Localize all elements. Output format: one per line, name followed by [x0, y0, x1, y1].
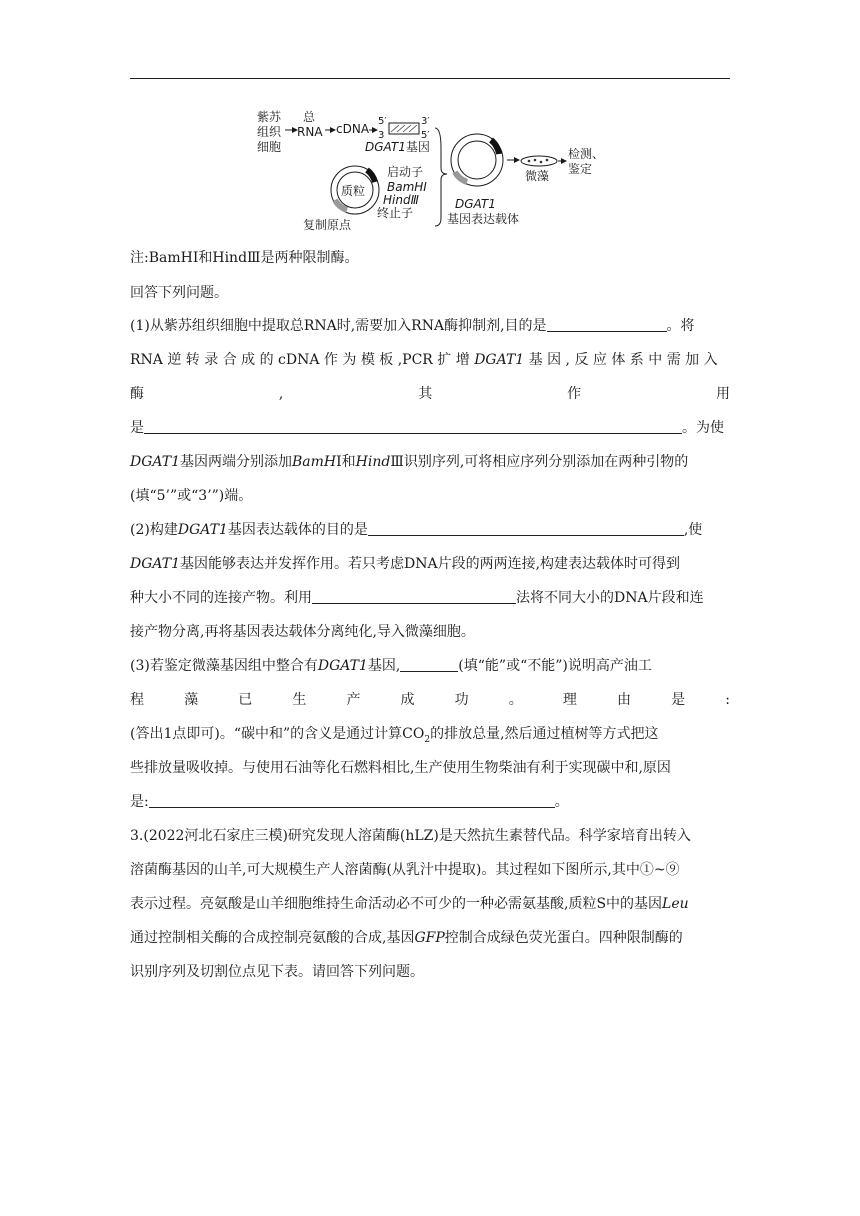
q1-l5-a: 基因两端分别添加: [180, 454, 292, 470]
q3-l2-w1: 藻: [184, 692, 199, 708]
q1-l5-hind: Hind: [355, 454, 391, 470]
gene-suffix: 基因: [405, 140, 430, 154]
q2-l1-a: (2)构建: [130, 522, 178, 538]
q1-blank-function[interactable]: [144, 419, 682, 434]
q1-l5-b: Ⅰ和: [336, 454, 356, 470]
note: 注:BamHⅠ和HindⅢ是两种限制酶。: [130, 250, 359, 266]
q2-l1-b: 基因表达载体的目的是: [227, 522, 368, 538]
q2-blank-purpose[interactable]: [368, 521, 684, 536]
q3-line5: [130, 792, 730, 812]
q3-l1-a: (3)若鉴定微藻基因组中整合有: [130, 658, 318, 674]
q3-line1: [130, 656, 730, 676]
cdna-label: cDNA: [336, 122, 370, 136]
q1-l4-b: 。为使: [682, 420, 724, 436]
q3-l3-a: (答出1点即可)。“碳中和”的含义是通过计算CO: [130, 726, 425, 742]
algae-label: 微藻: [525, 169, 550, 183]
p3-line3: [130, 894, 730, 914]
q3-l3-sub: 2: [424, 734, 431, 745]
total-label: 总: [303, 110, 316, 124]
q2-l1-c: ,使: [683, 522, 703, 538]
origin-label: 复制原点: [303, 218, 352, 232]
p3-l4-gfp: GFP: [414, 930, 445, 946]
q3-l5-a: 是:: [130, 794, 149, 810]
q1-line3: [130, 384, 730, 404]
q3-l2-w5: 成: [400, 692, 415, 708]
q3-l2-w4: 产: [346, 692, 361, 708]
q2-blank-method[interactable]: [312, 589, 516, 604]
q3-l3-b: 的排放总量,然后通过植树等方式把这: [430, 726, 659, 742]
promoter-label: 启动子: [387, 165, 424, 179]
rna-label: RNA: [297, 125, 323, 139]
q3-blank-can[interactable]: [400, 657, 458, 672]
p3-l3-text: 表示过程。亮氨酸是山羊细胞维持生命活动必不可少的一种必需氨基酸,质粒S中的基因: [130, 896, 663, 912]
q1-l3-w0: 酶: [130, 386, 144, 402]
strand-bottom-left: 3: [378, 130, 385, 141]
p3-line1: 3.(2022河北石家庄三模)研究发现人溶菌酶(hLZ)是天然抗生素替代品。科学家培育出转入: [130, 828, 691, 844]
q2-l2-a: 基因能够表达并发挥作用。若只考虑DNA片段的两两连接,构建表达载体时可得到: [180, 556, 681, 572]
algae-cells: [521, 156, 557, 166]
detect-label-line2: 鉴定: [568, 162, 593, 176]
q3-l5-b: 。: [554, 794, 569, 810]
q1-line4: [130, 418, 730, 438]
q1-blank-purpose[interactable]: [547, 317, 667, 332]
q1-l2-b: 基 因 , 反 应 体 系 中 需 加 入: [524, 352, 718, 368]
plasmid-label: 质粒: [341, 184, 366, 198]
p3-line4: [130, 928, 730, 948]
q1-text-a: (1)从紫苏组织细胞中提取总RNA时,需要加入RNA酶抑制剂,目的是: [130, 318, 547, 334]
q2-line3: [130, 588, 730, 608]
q1-l3-w2: 其: [418, 386, 433, 402]
gene-fragment: [389, 123, 419, 134]
q2-l1-gene: DGAT1: [177, 522, 228, 538]
vector-label: 基因表达载体: [447, 212, 520, 226]
p3-l3-leu: Leu: [662, 896, 689, 912]
q2-line1: [130, 520, 730, 540]
q3-l2-w6: 功: [454, 692, 469, 708]
q3-l2-w11: :: [725, 692, 730, 708]
terminator-label: 终止子: [377, 206, 414, 220]
q3-l1-c: (填“能”或“不能”)说明高产油工: [458, 658, 652, 674]
gene-name: DGAT1: [365, 140, 406, 154]
cell-label-line3: 细胞: [257, 140, 282, 154]
q1-l4-a: 是: [130, 420, 144, 436]
q1-l5-c: Ⅲ识别序列,可将相应序列分别添加在两种引物的: [390, 454, 689, 470]
q1-line5: [130, 452, 730, 472]
q3-line4: 些排放量吸收掉。与使用石油等化石燃料相比,生产使用生物柴油有利于实现碳中和,原因: [130, 760, 671, 776]
p3-l4-a: 通过控制相关酶的合成控制亮氨酸的合成,基因: [130, 930, 415, 946]
q3-l2-w3: 生: [292, 692, 307, 708]
q3-l2-w7: 。: [508, 692, 523, 708]
q2-line2: [130, 554, 730, 574]
q2-l3-b: 法将不同大小的DNA片段和连: [516, 590, 704, 606]
q1-l2-gene: DGAT1: [474, 352, 525, 368]
q1-l3-w4: 用: [715, 386, 730, 402]
q1-text-b: 。将: [666, 318, 695, 334]
q1-l3-w3: 作: [567, 386, 582, 402]
dgat1-vector-diagram: [255, 108, 615, 234]
strand-top-right: 3′: [421, 116, 430, 127]
p3-line2: 溶菌酶基因的山羊,可大规模生产人溶菌酶(从乳汁中提取)。其过程如下图所示,其中①~⑨: [130, 862, 680, 878]
p3-l4-b: 控制合成绿色荧光蛋白。四种限制酶的: [444, 930, 683, 946]
q1-l3-w1: ,: [278, 386, 284, 402]
q3-l2-w9: 由: [616, 692, 631, 708]
q3-l2-w2: 已: [238, 692, 253, 708]
cell-label-line1: 紫苏: [257, 110, 282, 124]
cell-label-line2: 组织: [257, 125, 282, 139]
q3-l2-w0: 程: [130, 692, 144, 708]
svg-text:DGAT1基因: [365, 140, 430, 154]
q1-line2: [130, 350, 730, 370]
answer-intro: 回答下列问题。: [130, 285, 228, 301]
q2-l2-gene: DGAT1: [130, 556, 180, 572]
header-rule: [130, 78, 730, 79]
vector-gene-label: DGAT1: [455, 197, 496, 211]
promoter-segment: [367, 170, 375, 182]
q2-line4: 接产物分离,再将基因表达载体分离纯化,导入微藻细胞。: [130, 624, 475, 640]
p3-line5: 识别序列及切割位点见下表。请回答下列问题。: [130, 964, 424, 980]
strand-bottom-right: 5′: [421, 130, 430, 141]
detect-label-line1: 检测、: [568, 147, 605, 161]
q3-l2-w10: 是: [671, 692, 686, 708]
q3-blank-reason[interactable]: [149, 793, 555, 808]
q3-l2-w8: 理: [562, 692, 577, 708]
q3-line3: [130, 724, 730, 750]
q1-line6: (填“5’”或“3’”)端。: [130, 488, 253, 504]
q1-l5-gene: DGAT1: [130, 454, 180, 470]
hindiii-label: HindⅢ: [383, 193, 419, 207]
q1-l5-bam: BamH: [292, 454, 337, 470]
strand-top-left: 5′: [378, 116, 387, 127]
q3-l1-b: 基因,: [367, 658, 401, 674]
q1-l2-a: RNA 逆 转 录 合 成 的 cDNA 作 为 模 板 ,PCR 扩 增: [130, 352, 475, 368]
q2-l3-a: 种大小不同的连接产物。利用: [130, 590, 312, 606]
bamhi-label: BamHⅠ: [387, 180, 427, 194]
q3-line2: [130, 690, 730, 710]
q3-l1-gene: DGAT1: [317, 658, 368, 674]
combine-brace: [435, 128, 447, 226]
q1-line1: [130, 316, 730, 336]
